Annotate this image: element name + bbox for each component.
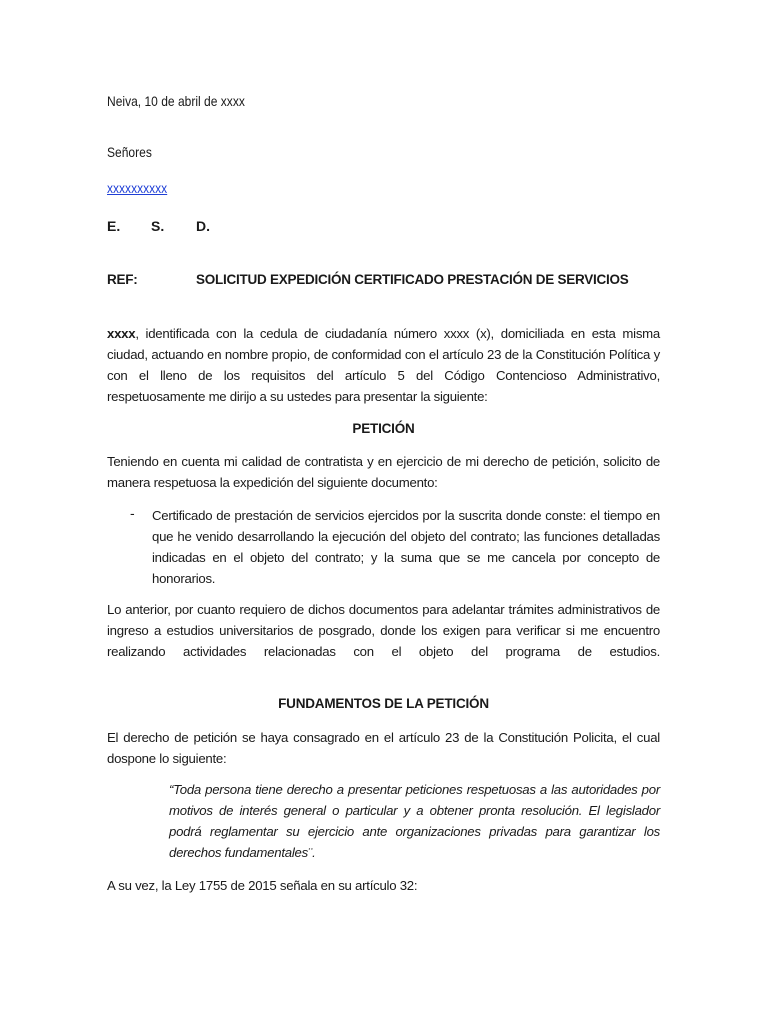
fundamentals-paragraph: El derecho de petición se haya consagrado en el artículo 23 de la Constitución Policita, el cual dospone lo siguiente: bbox=[107, 730, 660, 766]
bullet-dash: - bbox=[130, 505, 135, 521]
esd-e: E. bbox=[107, 218, 121, 234]
ref-subject: SOLICITUD EXPEDICIÓN CERTIFICADO PRESTACIÓN DE SERVICIOS bbox=[196, 272, 629, 287]
salutation: Señores bbox=[107, 144, 152, 160]
esd-d: D. bbox=[196, 218, 210, 234]
esd-s: S. bbox=[151, 218, 165, 234]
reason-paragraph: Lo anterior, por cuanto requiero de dichos documentos para adelantar trámites administrativos de ingreso a estudios universitarios de posgrado, donde los exigen para verificar si me encuentro realizando actividades relacionadas con el objeto del programa de estudios. bbox=[107, 602, 660, 659]
fundamentals-heading: FUNDAMENTOS DE LA PETICIÓN bbox=[278, 696, 489, 711]
petition-heading: PETICIÓN bbox=[352, 421, 415, 436]
constitution-quote: “Toda persona tiene derecho a presentar peticiones respetuosas a las autoridades por motivos de interés general o particular y a obtener pronta resolución. El legislador podrá reglamentar su ejercicio ante organizaciones privadas para garantizar los derechos fundamentales¨. bbox=[169, 782, 660, 860]
intro-paragraph bbox=[107, 323, 660, 407]
petition-paragraph: Teniendo en cuenta mi calidad de contratista y en ejercicio de mi derecho de petición, solicito de manera respetuosa la expedición del siguiente documento: bbox=[107, 454, 660, 490]
recipient-link[interactable]: xxxxxxxxxx bbox=[107, 180, 168, 196]
law-paragraph: A su vez, la Ley 1755 de 2015 señala en su artículo 32: bbox=[107, 878, 418, 893]
place-date: Neiva, 10 de abril de xxxx bbox=[107, 93, 245, 109]
intro-text: , identificada con la cedula de ciudadanía número xxxx (x), domiciliada en esta misma ciudad, actuando en nombre propio, de conformidad con el artículo 23 de la Constitución Política y con el lleno de los requisitos del artículo 5 del Código Contencioso Administrativo, respetuosamente me dirijo a su ustedes para presentar la siguiente: bbox=[107, 326, 660, 404]
bullet-item: Certificado de prestación de servicios ejercidos por la suscrita donde conste: el tiempo en que he venido desarrollando la ejecución del objeto del contrato; las funciones detalladas indicadas en el objeto del contrato; y la suma que se me cancela por concepto de honorarios. bbox=[152, 508, 660, 586]
intro-name: xxxx bbox=[107, 326, 136, 341]
ref-label: REF: bbox=[107, 272, 138, 287]
